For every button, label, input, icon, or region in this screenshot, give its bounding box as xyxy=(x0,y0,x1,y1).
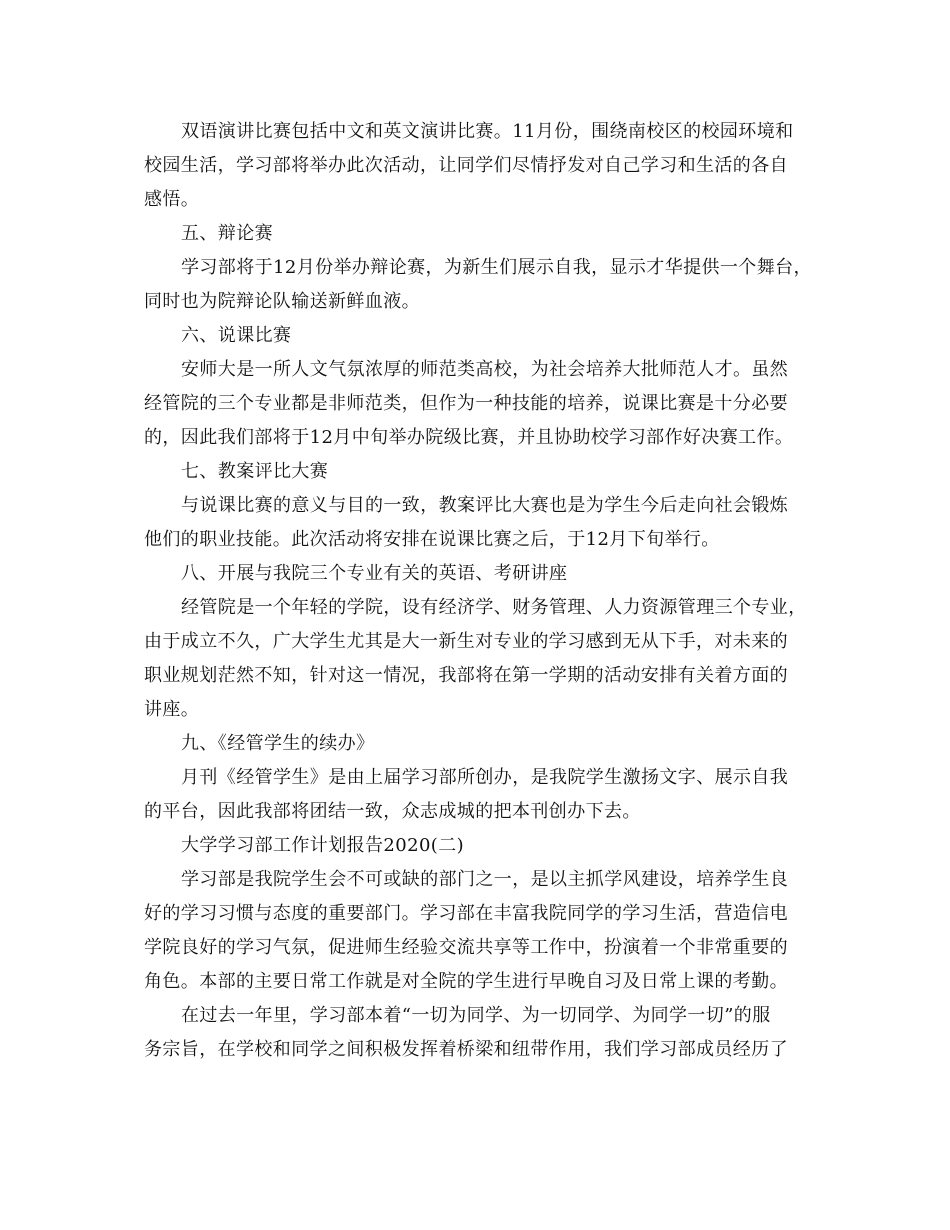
section-heading: 九、《经管学生的续办》 xyxy=(181,733,375,754)
section-heading: 七、教案评比大赛 xyxy=(181,461,329,482)
section-heading: 八、开展与我院三个专业有关的英语、考研讲座 xyxy=(181,563,568,584)
text-line: 双语演讲比赛包括中文和英文演讲比赛。11月份，围绕南校区的校园环境和 xyxy=(181,121,794,142)
section-heading: 大学学习部工作计划报告2020(二) xyxy=(181,835,465,856)
section-heading: 六、说课比赛 xyxy=(181,325,292,346)
text-line: 职业规划茫然不知，针对这一情况，我部将在第一学期的活动安排有关着方面的 xyxy=(144,665,788,686)
section-heading: 五、辩论赛 xyxy=(181,223,273,244)
text-line: 学习部将于12月份举办辩论赛，为新生们展示自我，显示才华提供一个舞台， xyxy=(181,257,812,278)
text-line: 学院良好的学习气氛，促进师生经验交流共享等工作中，扮演着一个非常重要的 xyxy=(144,937,788,958)
text-line: 由于成立不久，广大学生尤其是大一新生对专业的学习感到无从下手，对未来的 xyxy=(144,631,788,652)
text-line: 在过去一年里，学习部本着“一切为同学、为一切同学、为同学一切”的服 xyxy=(181,1005,771,1026)
text-line: 感悟。 xyxy=(144,189,200,210)
document-body xyxy=(144,115,814,1067)
text-line: 好的学习习惯与态度的重要部门。学习部在丰富我院同学的学习生活，营造信电 xyxy=(144,903,788,924)
text-line: 的，因此我们部将于12月中旬举办院级比赛，并且协助校学习部作好决赛工作。 xyxy=(144,427,794,448)
text-line: 讲座。 xyxy=(144,699,200,720)
text-line: 校园生活，学习部将举办此次活动，让同学们尽情抒发对自己学习和生活的各自 xyxy=(144,155,788,176)
text-line: 角色。本部的主要日常工作就是对全院的学生进行早晚自习及日常上课的考勤。 xyxy=(144,971,788,992)
text-line: 经管院的三个专业都是非师范类，但作为一种技能的培养，说课比赛是十分必要 xyxy=(144,393,788,414)
text-line: 月刊《经管学生》是由上届学习部所创办，是我院学生激扬文字、展示自我 xyxy=(181,767,789,788)
text-line: 的平台，因此我部将团结一致，众志成城的把本刊创办下去。 xyxy=(144,801,641,822)
text-line: 经管院是一个年轻的学院，设有经济学、财务管理、人力资源管理三个专业， xyxy=(181,597,807,618)
text-line: 安师大是一所人文气氛浓厚的师范类高校，为社会培养大批师范人才。虽然 xyxy=(181,359,789,380)
text-line: 同时也为院辩论队输送新鲜血液。 xyxy=(144,291,420,312)
text-line: 务宗旨，在学校和同学之间积极发挥着桥梁和纽带作用，我们学习部成员经历了 xyxy=(144,1039,788,1060)
text-line: 他们的职业技能。此次活动将安排在说课比赛之后，于12月下旬举行。 xyxy=(144,529,720,550)
text-line: 学习部是我院学生会不可或缺的部门之一，是以主抓学风建设，培养学生良 xyxy=(181,869,789,890)
text-line: 与说课比赛的意义与目的一致，教案评比大赛也是为学生今后走向社会锻炼 xyxy=(181,495,789,516)
